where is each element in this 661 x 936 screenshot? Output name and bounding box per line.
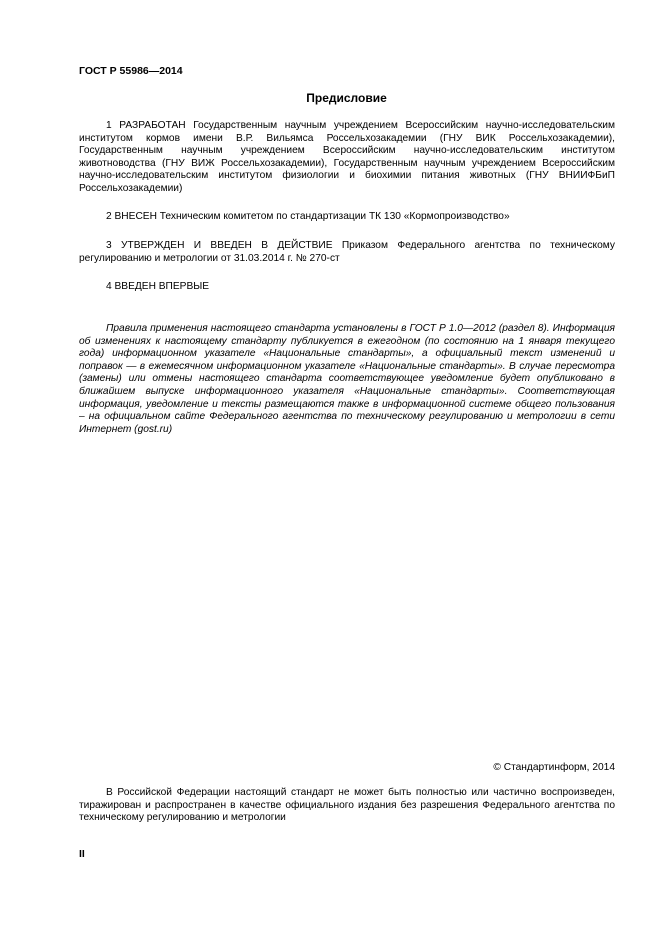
preface-item-2-text: 2 ВНЕСЕН Техническим комитетом по стандартизации ТК 130 «Кормопроизводство» bbox=[106, 211, 510, 222]
rights-statement-text: В Российской Федерации настоящий стандарт не может быть полностью или частично воспроизведен, тиражирован и распространен в качестве официального издания без разрешения Федерального агентства по техническому регулированию и метрологии bbox=[79, 787, 615, 824]
preface-item-1-text: 1 РАЗРАБОТАН Государственным научным учреждением Всероссийским научно-исследовательским институтом кормов имени В.Р. Вильямса Россельхозакадемии (ГНУ ВИК Россельхозакадемии), Государственным научным учреждением Всероссийским научно-исследовательским институтом животноводства (ГНУ ВИЖ Россельхозакадемии), Государственным научным учреждением Всероссийским научно-исследовательским институтом физиологии и биохимии питания животных (ГНУ ВНИИФБиП Россельхозакадемии) bbox=[79, 120, 615, 194]
rights-statement bbox=[79, 787, 615, 825]
usage-notice bbox=[79, 323, 615, 436]
section-title: Предисловие bbox=[306, 91, 387, 105]
preface-item-2 bbox=[79, 211, 615, 224]
preface-item-3-text: 3 УТВЕРЖДЕН И ВВЕДЕН В ДЕЙСТВИЕ Приказом Федерального агентства по техническому регулированию и метрологии от 31.03.2014 г. № 270-ст bbox=[79, 240, 615, 264]
document-id-header: ГОСТ Р 55986—2014 bbox=[79, 65, 183, 77]
preface-item-1 bbox=[79, 120, 615, 196]
preface-item-4 bbox=[79, 281, 615, 294]
page-number: II bbox=[79, 848, 85, 860]
preface-item-3 bbox=[79, 240, 615, 265]
copyright-line: © Стандартинформ, 2014 bbox=[493, 762, 615, 773]
usage-notice-text: Правила применения настоящего стандарта установлены в ГОСТ Р 1.0—2012 (раздел 8). Информация об изменениях к настоящему стандарту публикуется в ежегодном (по состоянию на 1 января текущего года) информационном указателе «Национальные стандарты», а официальный текст изменений и поправок — в ежемесячном информационном указателе «Национальные стандарты». В случае пересмотра (замены) или отмены настоящего стандарта соответствующее уведомление будет опубликовано в ближайшем выпуске информационного указателя «Национальные стандарты». Соответствующая информация, уведомление и тексты размещаются также в информационной системе общего пользования – на официальном сайте Федерального агентства по техническому регулированию и метрологии в сети Интернет (gost.ru) bbox=[79, 323, 615, 435]
preface-item-4-text: 4 ВВЕДЕН ВПЕРВЫЕ bbox=[106, 281, 210, 292]
